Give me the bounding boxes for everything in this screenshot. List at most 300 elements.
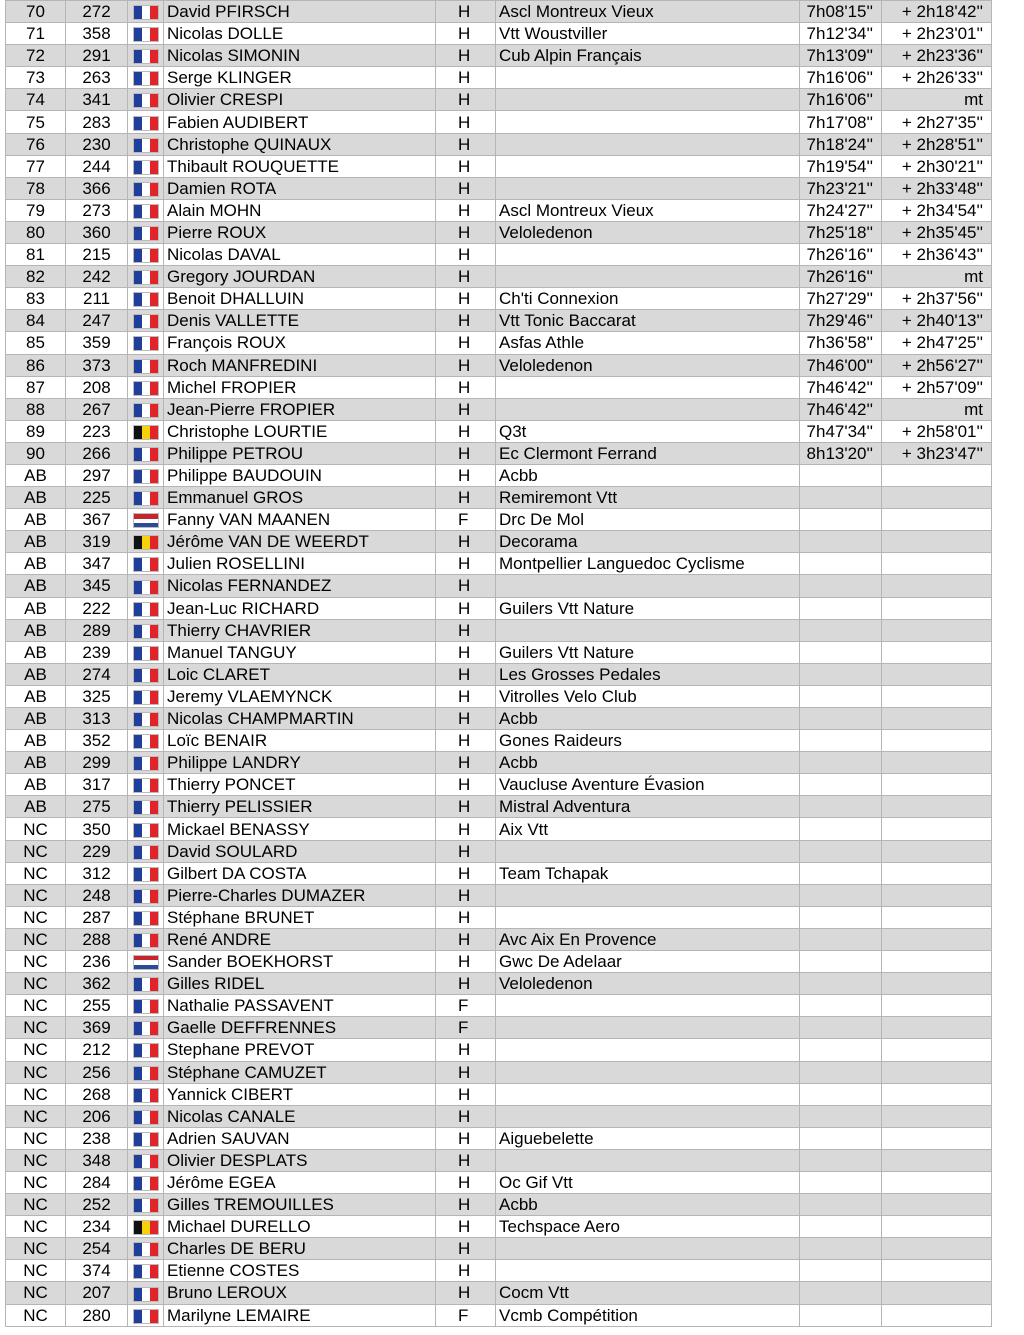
bib-cell: 352 [66,730,128,752]
rider-name-cell: Michael DURELLO [164,1216,436,1238]
time-cell [800,531,882,553]
club-cell [496,995,800,1017]
flag-cell [128,973,164,995]
table-row [6,376,992,398]
bib-cell: 206 [66,1105,128,1127]
rank-cell: NC [6,995,66,1017]
bib-cell: 319 [66,531,128,553]
gap-cell [882,862,992,884]
rank-cell: AB [6,774,66,796]
time-cell: 7h13'09'' [800,45,882,67]
gap-cell [882,1171,992,1193]
gap-cell [882,708,992,730]
sex-cell: H [436,398,496,420]
rank-cell: AB [6,464,66,486]
bib-cell: 374 [66,1260,128,1282]
sex-cell: H [436,1,496,23]
sex-cell: H [436,23,496,45]
club-cell [496,1083,800,1105]
table-row [6,177,992,199]
table-row [6,1039,992,1061]
gap-cell [882,1061,992,1083]
rider-name-cell: Gaelle DEFFRENNES [164,1017,436,1039]
sex-cell: H [436,244,496,266]
sex-cell: H [436,67,496,89]
flag-cell [128,509,164,531]
flag-cell [128,884,164,906]
flag-fr-icon [133,292,159,307]
flag-fr-icon [133,27,159,42]
bib-cell: 255 [66,995,128,1017]
time-cell [800,1017,882,1039]
club-cell: Montpellier Languedoc Cyclisme [496,553,800,575]
flag-cell [128,155,164,177]
flag-cell [128,45,164,67]
flag-cell [128,23,164,45]
bib-cell: 239 [66,641,128,663]
sex-cell: H [436,862,496,884]
time-cell [800,1304,882,1326]
bib-cell: 284 [66,1171,128,1193]
time-cell [800,862,882,884]
club-cell: Drc De Mol [496,509,800,531]
time-cell [800,818,882,840]
table-row [6,1149,992,1171]
rank-cell: 79 [6,199,66,221]
club-cell: Oc Gif Vtt [496,1171,800,1193]
gap-cell [882,553,992,575]
club-cell: Asfas Athle [496,332,800,354]
flag-fr-icon [133,1264,159,1279]
sex-cell: H [436,840,496,862]
flag-fr-icon [133,447,159,462]
rider-name-cell: Michel FROPIER [164,376,436,398]
club-cell: Les Grosses Pedales [496,663,800,685]
table-row [6,619,992,641]
rider-name-cell: Emmanuel GROS [164,487,436,509]
rider-name-cell: Stephane PREVOT [164,1039,436,1061]
sex-cell: H [436,818,496,840]
table-row [6,1260,992,1282]
rider-name-cell: Damien ROTA [164,177,436,199]
time-cell: 7h16'06'' [800,89,882,111]
flag-fr-icon [133,469,159,484]
flag-fr-icon [133,359,159,374]
sex-cell: H [436,332,496,354]
rider-name-cell: Thierry PELISSIER [164,796,436,818]
time-cell [800,619,882,641]
gap-cell [882,487,992,509]
sex-cell: H [436,796,496,818]
gap-cell: + 2h23'36'' [882,45,992,67]
sex-cell: H [436,663,496,685]
club-cell [496,840,800,862]
sex-cell: H [436,730,496,752]
table-row [6,862,992,884]
bib-cell: 289 [66,619,128,641]
gap-cell [882,1039,992,1061]
results-table [5,0,992,1327]
time-cell [800,884,882,906]
bib-cell: 325 [66,685,128,707]
flag-fr-icon [133,491,159,506]
gap-cell: + 3h23'47'' [882,442,992,464]
flag-cell [128,442,164,464]
time-cell [800,951,882,973]
table-row [6,1017,992,1039]
rider-name-cell: Jérôme EGEA [164,1171,436,1193]
club-cell: Vtt Woustviller [496,23,800,45]
flag-cell [128,1061,164,1083]
table-row [6,288,992,310]
bib-cell: 238 [66,1127,128,1149]
time-cell [800,553,882,575]
rank-cell: AB [6,752,66,774]
rider-name-cell: Manuel TANGUY [164,641,436,663]
club-cell [496,376,800,398]
rank-cell: 87 [6,376,66,398]
gap-cell: + 2h18'42'' [882,1,992,23]
bib-cell: 275 [66,796,128,818]
table-row [6,708,992,730]
flag-fr-icon [133,845,159,860]
rider-name-cell: Thibault ROUQUETTE [164,155,436,177]
rank-cell: AB [6,575,66,597]
flag-cell [128,951,164,973]
table-row [6,796,992,818]
club-cell: Acbb [496,464,800,486]
club-cell: Veloledenon [496,973,800,995]
flag-fr-icon [133,911,159,926]
sex-cell: H [436,973,496,995]
flag-fr-icon [133,999,159,1014]
club-cell: Ascl Montreux Vieux [496,1,800,23]
rider-name-cell: Stéphane BRUNET [164,906,436,928]
flag-fr-icon [133,1110,159,1125]
bib-cell: 230 [66,133,128,155]
time-cell [800,1039,882,1061]
rank-cell: NC [6,1083,66,1105]
time-cell: 7h12'34'' [800,23,882,45]
flag-cell [128,420,164,442]
time-cell [800,1083,882,1105]
gap-cell [882,730,992,752]
rank-cell: NC [6,906,66,928]
gap-cell [882,575,992,597]
rank-cell: AB [6,487,66,509]
club-cell [496,884,800,906]
flag-cell [128,376,164,398]
bib-cell: 280 [66,1304,128,1326]
rank-cell: NC [6,973,66,995]
club-cell: Cub Alpin Français [496,45,800,67]
rank-cell: 83 [6,288,66,310]
rider-name-cell: Christophe QUINAUX [164,133,436,155]
sex-cell: H [436,376,496,398]
flag-cell [128,398,164,420]
bib-cell: 236 [66,951,128,973]
flag-cell [128,1127,164,1149]
rider-name-cell: Jérôme VAN DE WEERDT [164,531,436,553]
rank-cell: 75 [6,111,66,133]
rank-cell: 70 [6,1,66,23]
time-cell: 7h25'18'' [800,221,882,243]
sex-cell: H [436,310,496,332]
rank-cell: NC [6,1039,66,1061]
sex-cell: F [436,1304,496,1326]
club-cell [496,111,800,133]
gap-cell: + 2h40'13'' [882,310,992,332]
time-cell [800,796,882,818]
flag-cell [128,266,164,288]
rider-name-cell: Pierre ROUX [164,221,436,243]
gap-cell [882,884,992,906]
table-row [6,1216,992,1238]
bib-cell: 287 [66,906,128,928]
gap-cell: + 2h23'01'' [882,23,992,45]
flag-cell [128,288,164,310]
time-cell [800,464,882,486]
gap-cell [882,464,992,486]
gap-cell [882,928,992,950]
flag-cell [128,1039,164,1061]
time-cell [800,1216,882,1238]
table-row [6,752,992,774]
club-cell: Aix Vtt [496,818,800,840]
table-row [6,398,992,420]
rank-cell: 77 [6,155,66,177]
gap-cell: + 2h47'25'' [882,332,992,354]
club-cell: Vtt Tonic Baccarat [496,310,800,332]
bib-cell: 268 [66,1083,128,1105]
rank-cell: 73 [6,67,66,89]
club-cell: Decorama [496,531,800,553]
club-cell: Cocm Vtt [496,1282,800,1304]
sex-cell: H [436,464,496,486]
flag-fr-icon [133,1242,159,1257]
sex-cell: H [436,1105,496,1127]
bib-cell: 225 [66,487,128,509]
table-row [6,663,992,685]
bib-cell: 274 [66,663,128,685]
bib-cell: 222 [66,597,128,619]
bib-cell: 348 [66,1149,128,1171]
time-cell [800,1194,882,1216]
bib-cell: 288 [66,928,128,950]
bib-cell: 341 [66,89,128,111]
gap-cell [882,1105,992,1127]
rider-name-cell: Olivier DESPLATS [164,1149,436,1171]
sex-cell: H [436,487,496,509]
flag-cell [128,796,164,818]
flag-fr-icon [133,1066,159,1081]
sex-cell: F [436,995,496,1017]
club-cell [496,1238,800,1260]
rank-cell: AB [6,708,66,730]
table-row [6,1,992,23]
club-cell [496,1105,800,1127]
flag-cell [128,199,164,221]
rider-name-cell: Denis VALLETTE [164,310,436,332]
sex-cell: H [436,133,496,155]
flag-fr-icon [133,403,159,418]
rank-cell: NC [6,884,66,906]
gap-cell [882,1194,992,1216]
rider-name-cell: Gregory JOURDAN [164,266,436,288]
club-cell [496,1260,800,1282]
rank-cell: NC [6,1105,66,1127]
sex-cell: H [436,685,496,707]
table-row [6,818,992,840]
flag-cell [128,244,164,266]
rank-cell: NC [6,1061,66,1083]
rider-name-cell: Loïc BENAIR [164,730,436,752]
bib-cell: 358 [66,23,128,45]
rider-name-cell: Thierry CHAVRIER [164,619,436,641]
rank-cell: NC [6,1216,66,1238]
bib-cell: 212 [66,1039,128,1061]
flag-fr-icon [133,800,159,815]
flag-cell [128,1260,164,1282]
club-cell: Vcmb Compétition [496,1304,800,1326]
flag-be-icon [133,535,159,550]
sex-cell: H [436,928,496,950]
table-row [6,23,992,45]
table-row [6,730,992,752]
rank-cell: 88 [6,398,66,420]
table-row [6,442,992,464]
gap-cell [882,1083,992,1105]
club-cell [496,1017,800,1039]
time-cell [800,575,882,597]
bib-cell: 359 [66,332,128,354]
bib-cell: 297 [66,464,128,486]
rank-cell: 76 [6,133,66,155]
table-row [6,597,992,619]
time-cell: 7h36'58'' [800,332,882,354]
flag-fr-icon [133,602,159,617]
club-cell: Veloledenon [496,221,800,243]
bib-cell: 263 [66,67,128,89]
rank-cell: AB [6,796,66,818]
rider-name-cell: Jean-Pierre FROPIER [164,398,436,420]
sex-cell: H [436,89,496,111]
rank-cell: NC [6,818,66,840]
time-cell [800,708,882,730]
table-row [6,1194,992,1216]
rank-cell: NC [6,1149,66,1171]
rider-name-cell: Nicolas DOLLE [164,23,436,45]
gap-cell [882,531,992,553]
rank-cell: 85 [6,332,66,354]
rank-cell: 84 [6,310,66,332]
rider-name-cell: Gilles RIDEL [164,973,436,995]
flag-cell [128,818,164,840]
club-cell: Gwc De Adelaar [496,951,800,973]
bib-cell: 247 [66,310,128,332]
flag-cell [128,1083,164,1105]
flag-cell [128,1238,164,1260]
club-cell: Guilers Vtt Nature [496,597,800,619]
gap-cell: + 2h56'27'' [882,354,992,376]
club-cell: Avc Aix En Provence [496,928,800,950]
gap-cell: mt [882,89,992,111]
table-row [6,951,992,973]
bib-cell: 215 [66,244,128,266]
rider-name-cell: Nicolas CHAMPMARTIN [164,708,436,730]
time-cell [800,1171,882,1193]
bib-cell: 369 [66,1017,128,1039]
rider-name-cell: Sander BOEKHORST [164,951,436,973]
gap-cell: + 2h27'35'' [882,111,992,133]
rank-cell: AB [6,619,66,641]
time-cell [800,1149,882,1171]
time-cell [800,597,882,619]
rank-cell: NC [6,1260,66,1282]
club-cell: Acbb [496,708,800,730]
sex-cell: H [436,1194,496,1216]
bib-cell: 272 [66,1,128,23]
flag-fr-icon [133,580,159,595]
table-row [6,928,992,950]
bib-cell: 345 [66,575,128,597]
bib-cell: 367 [66,509,128,531]
flag-fr-icon [133,1309,159,1324]
flag-cell [128,332,164,354]
bib-cell: 266 [66,442,128,464]
bib-cell: 291 [66,45,128,67]
rider-name-cell: Jean-Luc RICHARD [164,597,436,619]
table-row [6,45,992,67]
time-cell [800,487,882,509]
rider-name-cell: David SOULARD [164,840,436,862]
flag-cell [128,67,164,89]
gap-cell: + 2h28'51'' [882,133,992,155]
rank-cell: 72 [6,45,66,67]
flag-cell [128,531,164,553]
table-row [6,1171,992,1193]
sex-cell: F [436,1017,496,1039]
sex-cell: H [436,1260,496,1282]
sex-cell: H [436,1149,496,1171]
bib-cell: 256 [66,1061,128,1083]
rider-name-cell: Mickael BENASSY [164,818,436,840]
rider-name-cell: Etienne COSTES [164,1260,436,1282]
sex-cell: H [436,884,496,906]
flag-fr-icon [133,1043,159,1058]
rank-cell: 86 [6,354,66,376]
flag-fr-icon [133,1132,159,1147]
flag-fr-icon [133,204,159,219]
gap-cell [882,597,992,619]
club-cell: Ascl Montreux Vieux [496,199,800,221]
gap-cell [882,1127,992,1149]
bib-cell: 229 [66,840,128,862]
sex-cell: H [436,619,496,641]
flag-fr-icon [133,778,159,793]
time-cell: 7h08'15'' [800,1,882,23]
flag-fr-icon [133,381,159,396]
sex-cell: H [436,45,496,67]
flag-cell [128,1194,164,1216]
club-cell [496,266,800,288]
flag-fr-icon [133,1154,159,1169]
bib-cell: 207 [66,1282,128,1304]
flag-fr-icon [133,823,159,838]
rider-name-cell: Fabien AUDIBERT [164,111,436,133]
time-cell [800,840,882,862]
rider-name-cell: Yannick CIBERT [164,1083,436,1105]
